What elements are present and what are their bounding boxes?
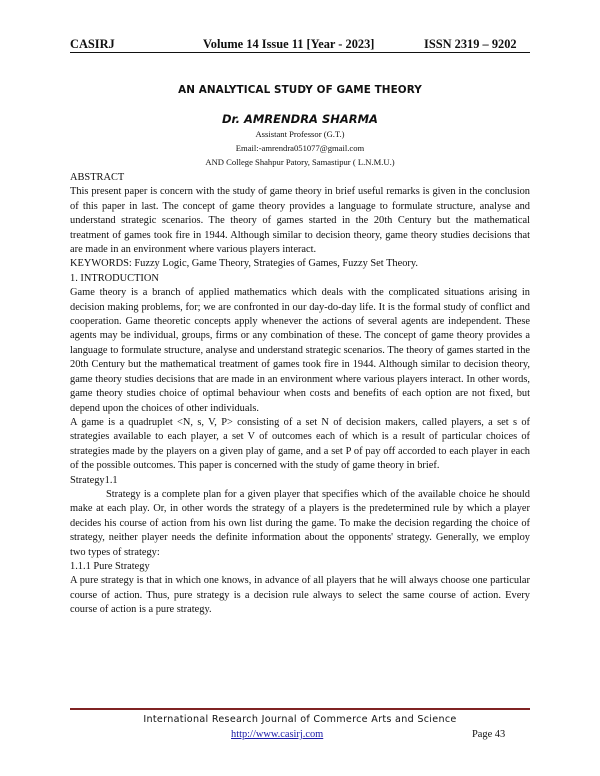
author-name: Dr. AMRENDRA SHARMA bbox=[222, 112, 378, 126]
header-issn: ISSN 2319 – 9202 bbox=[424, 37, 517, 51]
header-rule bbox=[70, 52, 530, 53]
introduction-heading: 1. INTRODUCTION bbox=[70, 272, 159, 284]
header-journal: CASIRJ bbox=[70, 37, 115, 51]
author-email: Email:-amrendra051077@gmail.com bbox=[235, 143, 365, 153]
keywords: KEYWORDS: Fuzzy Logic, Game Theory, Strategies of Games, Fuzzy Set Theory. bbox=[70, 258, 419, 270]
paper-title: AN ANALYTICAL STUDY OF GAME THEORY bbox=[178, 84, 422, 96]
page-number: Page 43 bbox=[472, 729, 506, 740]
footer-url-link[interactable]: http://www.casirj.com bbox=[231, 729, 324, 740]
header-volume: Volume 14 Issue 11 [Year - 2023] bbox=[203, 37, 375, 51]
author-institution: AND College Shahpur Patory, Samastipur ( L.N.M.U.) bbox=[205, 157, 395, 167]
strategy-heading: Strategy1.1 bbox=[70, 474, 118, 486]
abstract-heading: ABSTRACT bbox=[70, 172, 125, 183]
paper-body bbox=[70, 171, 530, 618]
introduction-paragraph-2: A game is a quadruplet <N, s, V, P> consisting of a set N of decision makers, called players, a set s of strategies available to each player, a set V of outcomes each of which is a result of particular choices of strategies made by the players on a given play of game, and a set P of pay off accorded to each player in each of the possible outcomes. This paper is concerned with the study of game theory in brief. bbox=[70, 416, 530, 472]
running-header bbox=[70, 37, 528, 53]
pure-strategy-heading: 1.1.1 Pure Strategy bbox=[70, 560, 150, 572]
footer-rule bbox=[70, 708, 530, 710]
footer-journal: International Research Journal of Commerce Arts and Science bbox=[143, 714, 457, 725]
pure-strategy-text: A pure strategy is that in which one knows, in advance of all players that he will always choose one particular course of action. Thus, pure strategy is a decision rule always to select the same course of action. Every course of action is a pure strategy. bbox=[70, 575, 530, 616]
introduction-paragraph-1: Game theory is a branch of applied mathematics which deals with the complicated situations arising in decision making problems, for; we are confronted in our day-do-day life. It is the formal study of conflict and cooperation. Game theoretic concepts apply whenever the actions of several agents are independent. These agents may be individual, groups, firms or any combination of these. The concept of game theory provides a language to formulate structure, analyse and understand strategic scenarios. The theory of games started in the 20th Century but the mathematical treatment of games took fire in 1944. Although similar to decision theory, game theory studies decisions that are made in an environment where various players interact. In other words, game theory studies choice of optimal behaviour when costs and benefits of each option are not fixed, but depend upon the choices of other individuals. bbox=[70, 287, 530, 414]
strategy-text: Strategy is a complete plan for a given player that specifies which of the available choice he should make at each play. Or, in other words the strategy of a players is the predetermined rule by which a player decides his course of action from his own list during the game. To make the decision regarding the choice of strategy, neither player needs the definite information about the opponents' strategy. Generally, we employ two types of strategy: bbox=[70, 488, 530, 558]
abstract-text: This present paper is concern with the study of game theory in brief useful remarks is given in the conclusion of this paper in last. The concept of game theory provides a language to formulate structure, analyse and understand strategic scenarios. The theory of games started in the 20th Century but the mathematical treatment of games took fire in 1944. Although similar to decision theory, game theory studies decisions that are made in an environment where various players interact. bbox=[70, 186, 530, 256]
author-position: Assistant Professor (G.T.) bbox=[255, 129, 345, 139]
